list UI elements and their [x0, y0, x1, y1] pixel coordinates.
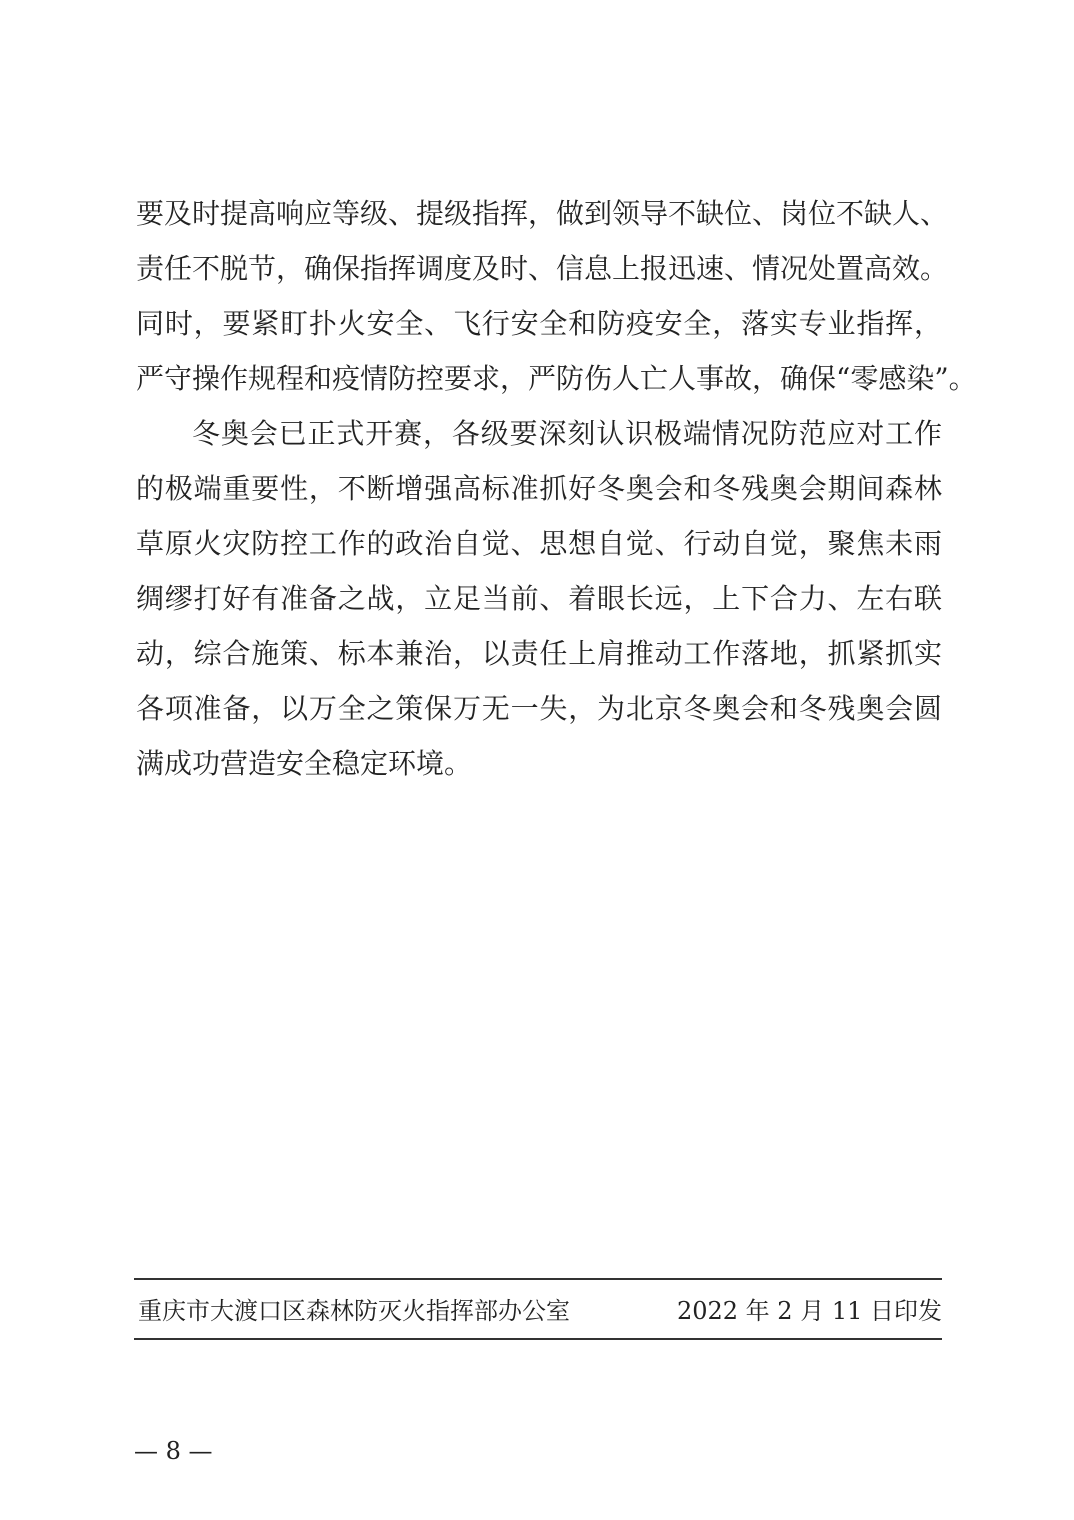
page-number: — 8 — [134, 1437, 213, 1465]
paragraph-line: 草原火灾防控工作的政治自觉、思想自觉、行动自觉，聚焦未雨 [136, 527, 942, 560]
paragraph-line: 冬奥会已正式开赛，各级要深刻认识极端情况防范应对工作 [192, 417, 942, 450]
paragraph-line: 动，综合施策、标本兼治，以责任上肩推动工作落地，抓紧抓实 [136, 637, 942, 670]
body-text [136, 186, 977, 791]
issuer-name: 重庆市大渡口区森林防灭火指挥部办公室 [138, 1297, 570, 1325]
paragraph-line: 绸缪打好有准备之战，立足当前、着眼长远，上下合力、左右联 [136, 582, 942, 615]
paragraph-line: 责任不脱节，确保指挥调度及时、信息上报迅速、情况处置高效。 [136, 252, 949, 285]
footer-top-rule [134, 1278, 942, 1280]
paragraph-line: 各项准备，以万全之策保万无一失，为北京冬奥会和冬残奥会圆 [136, 692, 942, 725]
paragraph-line: 同时，要紧盯扑火安全、飞行安全和防疫安全，落实专业指挥， [136, 307, 942, 340]
paragraph-line: 要及时提高响应等级、提级指挥，做到领导不缺位、岗位不缺人、 [136, 197, 949, 230]
issue-date: 2022 年 2 月 11 日印发 [676, 1297, 942, 1325]
paragraph-line: 严守操作规程和疫情防控要求，严防伤人亡人事故，确保“零感染”。 [136, 362, 977, 395]
paragraph-line: 的极端重要性，不断增强高标准抓好冬奥会和冬残奥会期间森林 [136, 472, 942, 505]
footer-bottom-rule [134, 1338, 942, 1340]
paragraph-line: 满成功营造安全稳定环境。 [136, 747, 473, 780]
